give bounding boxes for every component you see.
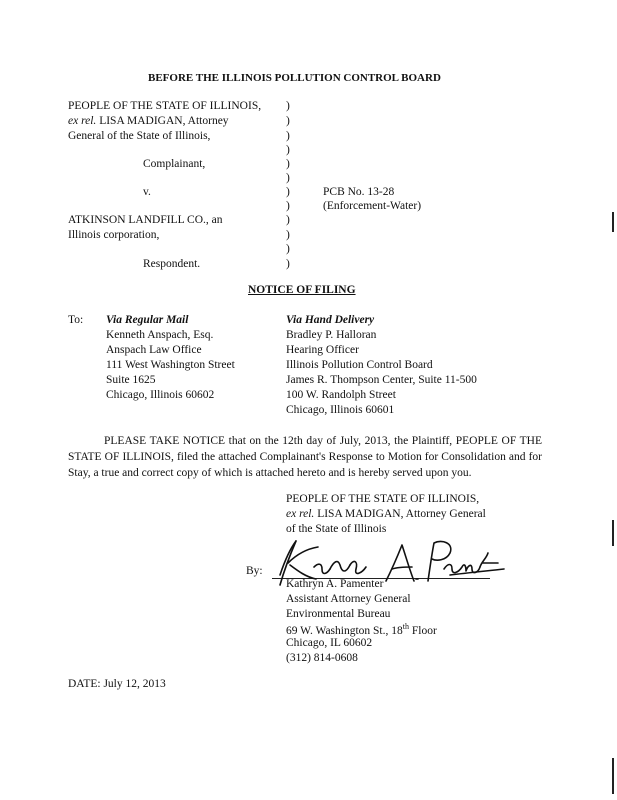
caption-paren: ) (286, 172, 290, 184)
recipient-right-line: Chicago, Illinois 60601 (286, 404, 395, 416)
versus-label: v. (143, 186, 151, 198)
signer-line: Chicago, IL 60602 (286, 637, 373, 649)
caption-paren: ) (286, 158, 290, 170)
case-type: (Enforcement-Water) (323, 200, 422, 212)
caption-paren: ) (286, 258, 290, 270)
signer-line: Environmental Bureau (286, 608, 391, 620)
document-heading: BEFORE THE ILLINOIS POLLUTION CONTROL BOARD (148, 72, 441, 84)
caption-paren: ) (286, 100, 290, 112)
signature-party-line-3: of the State of Illinois (286, 523, 387, 535)
complainant-label: Complainant, (143, 158, 206, 170)
delivery-method-left: Via Regular Mail (106, 314, 189, 326)
caption-paren: ) (286, 130, 290, 142)
recipient-right-line: Illinois Pollution Control Board (286, 359, 433, 371)
notice-body-paragraph: PLEASE TAKE NOTICE that on the 12th day of July, 2013, the Plaintiff, PEOPLE OF THE STATE OF ILLINOIS, filed the attached Complainant's Response to Motion for Consolidation and for Stay, a true and correct copy of which is attached hereto and is hereby served upon you. (68, 435, 542, 479)
plaintiff-line-2: ex rel. LISA MADIGAN, Attorney (68, 115, 229, 127)
signer-address-suffix: th (402, 622, 409, 631)
recipient-left-line: 111 West Washington Street (106, 359, 235, 371)
recipient-right-line: Bradley P. Halloran (286, 329, 377, 341)
signer-name: Kathryn A. Pamenter (286, 578, 384, 590)
case-number: PCB No. 13-28 (323, 186, 395, 198)
caption-paren: ) (286, 144, 290, 156)
recipient-left-line: Anspach Law Office (106, 344, 202, 356)
caption-paren: ) (286, 214, 290, 226)
recipient-left-line: Suite 1625 (106, 374, 156, 386)
defendant-line-2: Illinois corporation, (68, 229, 160, 241)
caption-paren: ) (286, 115, 290, 127)
signature-party-line-1: PEOPLE OF THE STATE OF ILLINOIS, (286, 493, 480, 505)
by-label: By: (246, 565, 263, 577)
to-label: To: (68, 314, 84, 326)
notice-title: NOTICE OF FILING (248, 284, 356, 296)
signer-line: Assistant Attorney General (286, 593, 411, 605)
recipient-right-line: James R. Thompson Center, Suite 11-500 (286, 374, 477, 386)
scan-edge-mark (612, 520, 614, 546)
signer-address-floor: Floor (409, 624, 437, 637)
plaintiff-line-1: PEOPLE OF THE STATE OF ILLINOIS, (68, 100, 262, 112)
scan-edge-mark (612, 758, 614, 794)
signer-line: (312) 814-0608 (286, 652, 358, 664)
signer-address-street: 69 W. Washington St., 18 (286, 624, 403, 637)
recipient-left-line: Chicago, Illinois 60602 (106, 389, 215, 401)
plaintiff-line-3: General of the State of Illinois, (68, 130, 211, 142)
recipient-right-line: Hearing Officer (286, 344, 359, 356)
plaintiff-line-2-rest: LISA MADIGAN, Attorney (96, 115, 229, 127)
caption-paren: ) (286, 229, 290, 241)
delivery-method-right: Via Hand Delivery (286, 314, 375, 326)
date-line: DATE: July 12, 2013 (68, 678, 166, 690)
recipient-right-line: 100 W. Randolph Street (286, 389, 396, 401)
signature-party-line-2: ex rel. LISA MADIGAN, Attorney General (286, 508, 486, 520)
defendant-line-1: ATKINSON LANDFILL CO., an (68, 214, 223, 226)
recipient-left-line: Kenneth Anspach, Esq. (106, 329, 214, 341)
respondent-label: Respondent. (143, 258, 201, 270)
caption-paren: ) (286, 186, 290, 198)
caption-paren: ) (286, 243, 290, 255)
signer-line (286, 622, 437, 637)
signature-party-line-2-rest: LISA MADIGAN, Attorney General (314, 508, 486, 520)
scan-edge-mark (612, 212, 614, 232)
caption-paren: ) (286, 200, 290, 212)
